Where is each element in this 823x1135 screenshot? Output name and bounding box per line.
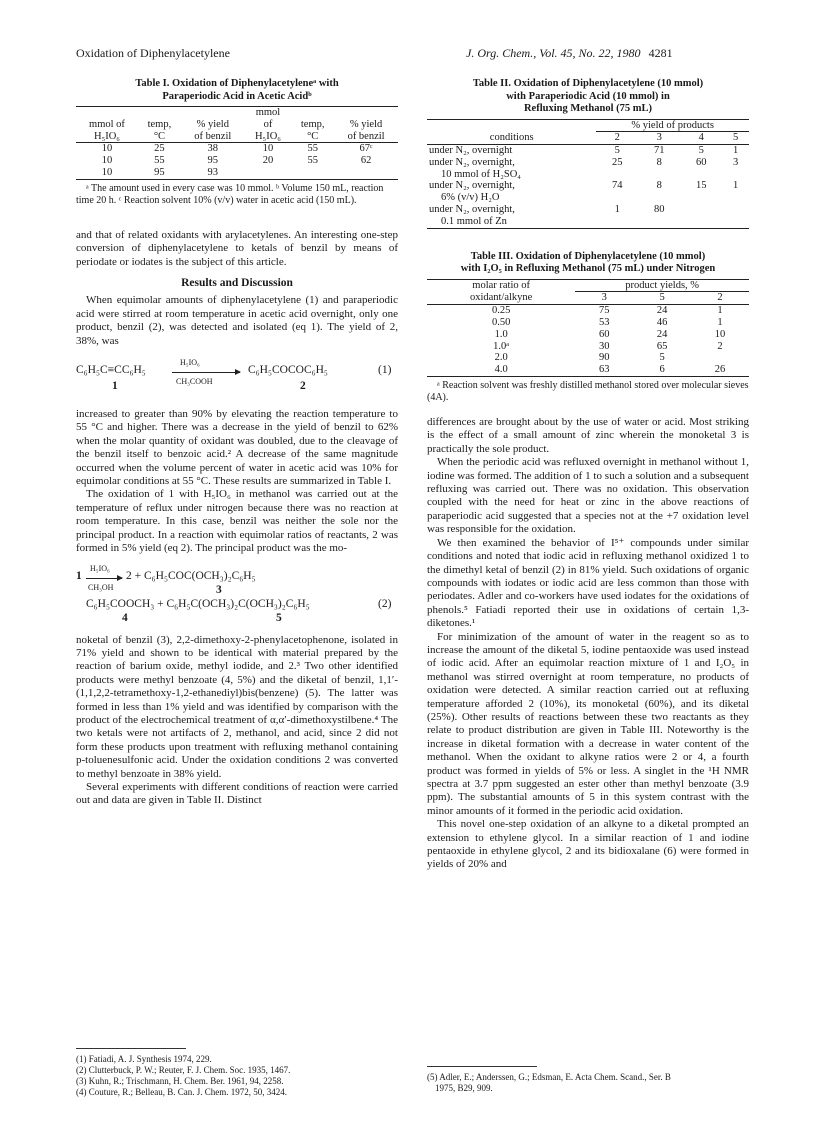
section-heading: Results and Discussion xyxy=(181,277,293,289)
condition-text: under N₂, overnight xyxy=(429,145,513,157)
table-cell xyxy=(427,145,596,157)
table-cell: 60 xyxy=(695,156,707,168)
table-3-header-group: product yields, % xyxy=(575,279,749,292)
paragraph: When equimolar amounts of diphenylacetylene (1) and paraperiodic acid were stirred at room temperature in acetic acid overnight, only one product, benzil (2), was detected and isolated (eq 1). The yield of 2, 38%, was xyxy=(76,294,398,347)
table-row xyxy=(76,155,398,167)
table-cell: 1.0 xyxy=(494,328,508,340)
eq1-number: (1) xyxy=(378,364,392,377)
table-3-caption-line-2: with I₂O₅ in Refluxing Methanol (75 mL) under Nitrogen xyxy=(460,263,716,275)
table-cell xyxy=(245,167,292,179)
table-2 xyxy=(427,78,749,229)
table-cell: 1 xyxy=(732,180,739,192)
table-cell: 38 xyxy=(207,143,219,155)
table-cell: 10 xyxy=(714,328,726,340)
table-cell: 1 xyxy=(717,305,723,317)
table-row xyxy=(427,305,749,317)
table-cell: 95 xyxy=(207,155,219,167)
equation-1 xyxy=(76,356,398,398)
paragraph: We then examined the behavior of I⁵⁺ compounds under similar conditions and noted that iodic acid in refluxing methanol oxidized 1 to the dimethyl ketal of benzil (2) in 81% yield. Such oxidations of organic compounds with iodates or iodic acid are less common than those with periodates. Adler and co-workers have used iodates for the oxidations of phenols.⁵ Fatiadi reported their use in oxidations of certain 1,3-diketones.¹ xyxy=(427,536,749,630)
table-cell: 2.0 xyxy=(494,352,508,364)
table-cell: 1 xyxy=(614,204,620,216)
table-1-header: H₅IO₆ xyxy=(93,130,120,142)
table-2-header: 4 xyxy=(698,132,704,144)
table-1-header-mmol: mmol xyxy=(255,107,281,118)
table-3-header: 2 xyxy=(717,292,723,304)
table-3-header: 5 xyxy=(659,292,665,304)
right-references xyxy=(427,1072,749,1094)
table-2-caption-line-2: with Paraperiodic Acid (10 mmol) in xyxy=(506,90,670,102)
table-1-header: of xyxy=(263,118,273,130)
paragraph: differences are brought about by the use of water or acid. Most striking is the effect of a small amount of zinc wherein the monoketal 3 is practically the sole product. xyxy=(427,416,749,455)
left-references xyxy=(76,1054,398,1098)
table-cell: 1 xyxy=(717,317,723,329)
table-cell: 10 xyxy=(101,166,113,178)
eq2-solvent: CH₃OH xyxy=(88,582,114,592)
table-cell: 1 xyxy=(732,145,739,157)
table-3-caption-line-1: Table III. Oxidation of Diphenylacetylene (10 mmol) xyxy=(470,250,706,262)
table-row xyxy=(76,143,398,155)
table-cell: 46 xyxy=(656,317,668,329)
table-1-header: mmol of xyxy=(89,118,125,130)
page-number: 4281 xyxy=(648,46,673,60)
table-2-header: 5 xyxy=(732,132,739,144)
table-3-grid xyxy=(427,279,749,377)
table-cell: 8 xyxy=(656,156,662,168)
table-3-header: 3 xyxy=(601,292,607,304)
table-cell: 0.25 xyxy=(491,305,511,317)
table-1-header: of benzil xyxy=(194,130,232,142)
table-2-header: 3 xyxy=(656,132,662,144)
table-cell: 53 xyxy=(598,317,610,329)
table-cell: 63 xyxy=(598,364,610,376)
table-cell xyxy=(334,167,398,179)
table-cell: 5 xyxy=(698,145,704,157)
table-cell: 55 xyxy=(307,143,318,155)
compound-number: 5 xyxy=(276,611,282,624)
table-1-header: % yield xyxy=(349,118,383,130)
footnote-rule xyxy=(427,1066,537,1067)
left-column xyxy=(76,78,398,808)
table-3-footnote: ᵃ Reaction solvent was freshly distilled methanol stored over molecular sieves (4A). xyxy=(427,380,749,404)
table-cell: 6 xyxy=(659,364,665,376)
table-row xyxy=(427,157,749,181)
table-cell: 75 xyxy=(598,305,610,317)
paragraph: noketal of benzil (3), 2,2-dimethoxy-2-phenylacetophenone, isolated in 71% yield and shown to be identical with material prepared by the reaction of barium oxide, methyl iodide, and 2.³ Two other identified products were methyl benzoate (4, 5%) and the diketal of benzil, 1,1′-(1,1,2,2-tetramethoxy-1,2-ethanediyl)bis(benzene) (5). The latter was formed in less than 1% yield and was identified by comparison with the product of the electrochemical treatment of α,α′-dimethoxystilbene.⁴ The two ketals were not artifacts of 2, methanol, and acid, since 2 did not form these products upon treatment with refluxing methanol containing p-toluenesulfonic acid. Under the oxidation conditions 2 was converted to methyl benzoate in 38% yield. xyxy=(76,633,398,780)
table-row xyxy=(427,329,749,341)
right-column xyxy=(427,78,749,872)
table-2-header: 2 xyxy=(614,132,620,144)
table-cell: 67ᶜ xyxy=(359,143,373,155)
table-1-caption xyxy=(76,78,398,103)
paragraph: For minimization of the amount of water in the reagent so as to increase the amount of the diketal 5, iodine pentaoxide was used instead of iodic acid. After an equimolar reaction mixture of 1 and I₂O₅ in methanol was stirred overnight at room temperature, no products of oxidation were detected. A similar reaction carried out at refluxing temperature afforded 2 (10%), its monoketal (60%), and its diketal (25%). Other results of reactions between these two reactants as they relate to product distribution are given in Table III. Noteworthy is the increase in diketal formation with a decrease in water content of the methanol. When the oxidant to alkyne ratios were 2 or 4, a fourth product was formed in yields of 5% or less. A singlet in the ¹H NMR spectra at 3.7 ppm suggested an ester other than methyl benzoate (3.9 ppm). The substantial amounts of 5 in this system contrast with the minor amounts of it formed in the periodic acid oxidation. xyxy=(427,630,749,817)
table-1-caption-line-1: Table I. Oxidation of Diphenylacetyleneᵃ with xyxy=(135,78,339,89)
table-cell xyxy=(691,352,749,364)
table-cell: 80 xyxy=(653,204,665,216)
table-1-caption-line-2: Paraperiodic Acid in Acetic Acidᵇ xyxy=(162,90,312,102)
table-cell: 26 xyxy=(714,364,726,376)
table-cell: 65 xyxy=(656,340,668,352)
condition-text: 0.1 mmol of Zn xyxy=(441,215,507,227)
table-cell xyxy=(427,204,596,228)
equation-2 xyxy=(76,562,398,626)
table-cell: 3 xyxy=(732,156,739,168)
running-header-title: Oxidation of Diphenylacetylene xyxy=(76,46,230,60)
condition-text: under N₂, overnight, xyxy=(429,156,515,168)
table-cell: 1.0ᵃ xyxy=(493,340,510,352)
table-cell: 74 xyxy=(612,180,623,192)
table-2-grid xyxy=(427,119,749,229)
table-cell xyxy=(427,180,596,204)
condition-text: under N₂, overnight, xyxy=(429,204,515,216)
table-cell: 71 xyxy=(653,145,665,157)
table-row xyxy=(427,352,749,364)
paragraph: increased to greater than 90% by elevating the reaction temperature to 55 °C and higher. There was a decrease in the yield of benzil to 62% when the molar quantity of oxidant was doubled, due to the cleavage of the benzil itself to benzoic acid.² A decrease of the same magnitude occurred when the volume percent of water in acetic acid was 10% for equimolar conditions at 55 °C. These results are summarized in Table I. xyxy=(76,408,398,488)
reference: (4) Couture, R.; Belleau, B. Can. J. Chem. 1972, 50, 3424. xyxy=(76,1087,287,1097)
table-3-caption xyxy=(427,251,749,276)
table-row xyxy=(427,341,749,353)
table-cell: 60 xyxy=(598,328,610,340)
table-cell: 93 xyxy=(207,166,219,178)
table-cell: 10 xyxy=(101,143,113,155)
table-2-caption-line-3: Refluxing Methanol (75 mL) xyxy=(523,103,653,114)
eq1-reagent: H₅IO₆ xyxy=(180,358,200,368)
compound-number: 3 xyxy=(216,583,222,596)
table-cell: 24 xyxy=(656,328,668,340)
paragraph: When the periodic acid was refluxed overnight in methanol without 1, iodine was formed. The addition of 1 to such a solution and a subsequent refluxing was carried out. There was no oxidation. This observation coupled with the need for heat or zinc in the above reactions of paraperiodic acid suggested that a species not at the +7 oxidation level was responsible for the oxidation. xyxy=(427,456,749,536)
table-1 xyxy=(76,78,398,207)
table-cell: 0.50 xyxy=(491,317,511,329)
eq1-reactant: C₆H₅C≡CC₆H₅ xyxy=(76,364,146,377)
table-3-header: molar ratio of xyxy=(472,280,531,292)
table-cell: 10 xyxy=(101,155,113,167)
table-cell: 95 xyxy=(154,166,165,178)
table-row xyxy=(427,180,749,204)
condition-text: 6% (v/v) H₂O xyxy=(441,192,500,204)
table-2-header-group: % yield of products xyxy=(596,119,749,132)
table-3 xyxy=(427,251,749,404)
journal-citation: J. Org. Chem., Vol. 45, No. 22, 1980 xyxy=(466,46,641,60)
table-row xyxy=(76,167,398,179)
table-cell xyxy=(722,204,749,228)
table-cell: 90 xyxy=(598,352,610,364)
table-cell: 25 xyxy=(154,143,165,155)
table-cell: 25 xyxy=(612,156,623,168)
table-2-caption-line-1: Table II. Oxidation of Diphenylacetylene (10 mmol) xyxy=(472,78,704,89)
table-cell: 24 xyxy=(656,305,668,317)
table-cell: 8 xyxy=(656,180,662,192)
table-row xyxy=(427,204,749,228)
eq2-reagent: H₅IO₆ xyxy=(90,563,110,573)
eq2-products-line-1: 2 + C₆H₅COC(OCH₃)₂C₆H₅ xyxy=(126,569,256,582)
eq2-products-line-2: C₆H₅COOCH₃ + C₆H₅C(OCH₃)₂C(OCH₃)₂C₆H₅ xyxy=(86,597,310,610)
table-1-footnote: ᵃ The amount used in every case was 10 mmol. ᵇ Volume 150 mL, reaction time 20 h. ᶜ Reaction solvent 10% (v/v) water in acetic acid (150 mL). xyxy=(76,182,384,206)
table-1-header: of benzil xyxy=(347,130,385,142)
eq1-product: C₆H₅COCOC₆H₅ xyxy=(248,364,328,377)
compound-number: 2 xyxy=(300,380,306,393)
table-1-header: temp, xyxy=(300,118,325,130)
condition-text: under N₂, overnight, xyxy=(429,180,515,192)
table-1-header: °C xyxy=(153,130,166,142)
table-cell xyxy=(291,167,334,179)
table-cell: 55 xyxy=(154,155,165,167)
running-header-journal xyxy=(466,46,673,61)
reaction-arrow-icon xyxy=(86,578,122,579)
paragraph: The oxidation of 1 with H₅IO₆ in methanol was carried out at the temperature of reflux under nitrogen because there was no reaction at room temperature. In this case, benzil was neither the sole nor the principal product. In a reaction with equimolar ratios of reactants, 2 was formed in 5% yield (eq 2). The principal product was the mo- xyxy=(76,488,398,555)
table-3-header: oxidant/alkyne xyxy=(469,292,533,304)
table-cell: 5 xyxy=(614,145,620,157)
table-cell xyxy=(680,204,722,228)
reference: (2) Clutterbuck, P. W.; Reuter, F. J. Chem. Soc. 1935, 1467. xyxy=(76,1065,291,1075)
table-cell: 2 xyxy=(717,340,723,352)
table-cell: 4.0 xyxy=(494,364,508,376)
reference: (5) Adler, E.; Anderssen, G.; Edsman, E. Acta Chem. Scand., Ser. B xyxy=(427,1072,671,1082)
eq1-solvent: CH₃COOH xyxy=(176,377,213,387)
table-cell xyxy=(427,157,596,181)
table-cell: 55 xyxy=(307,155,318,167)
reference: 1975, B29, 909. xyxy=(435,1083,493,1093)
table-1-header: °C xyxy=(307,130,319,142)
reaction-arrow-icon xyxy=(172,372,240,373)
table-cell: 15 xyxy=(695,180,707,192)
table-cell: 5 xyxy=(659,352,665,364)
table-1-grid xyxy=(76,106,398,180)
table-2-caption xyxy=(427,78,749,116)
compound-number: 4 xyxy=(122,611,128,624)
table-cell: 30 xyxy=(598,340,610,352)
table-row xyxy=(427,364,749,376)
table-1-header: temp, xyxy=(147,118,172,130)
paragraph: Several experiments with different conditions of reaction were carried out and data are given in Table II. Distinct xyxy=(76,780,398,807)
table-cell: 20 xyxy=(262,155,274,167)
table-1-header: % yield xyxy=(196,118,229,130)
paragraph: and that of related oxidants with arylacetylenes. An interesting one-step conversion of diphenylacetylene to ketals of benzil by means of periodate or iodates is the subject of this article. xyxy=(76,228,398,268)
compound-number: 1 xyxy=(76,569,82,582)
table-row xyxy=(427,317,749,329)
table-2-header: conditions xyxy=(489,132,534,144)
table-cell: 62 xyxy=(360,155,372,167)
reference: (1) Fatiadi, A. J. Synthesis 1974, 229. xyxy=(76,1054,212,1064)
table-cell: 10 xyxy=(262,143,274,155)
compound-number: 1 xyxy=(112,380,118,393)
reference: (3) Kuhn, R.; Trischmann, H. Chem. Ber. 1961, 94, 2258. xyxy=(76,1076,284,1086)
footnote-rule xyxy=(76,1048,186,1049)
paragraph: This novel one-step oxidation of an alkyne to a diketal prompted an extension to ethylene glycol. In a similar reaction of 1 and iodine pentaoxide in ethylene glycol, 2 and its bidioxalane (6) were formed in yields of 20% and xyxy=(427,818,749,871)
condition-text: 10 mmol of H₂SO₄ xyxy=(441,168,521,180)
table-1-header: H₅IO₆ xyxy=(254,130,281,142)
eq2-number: (2) xyxy=(378,597,392,610)
table-row xyxy=(427,145,749,157)
